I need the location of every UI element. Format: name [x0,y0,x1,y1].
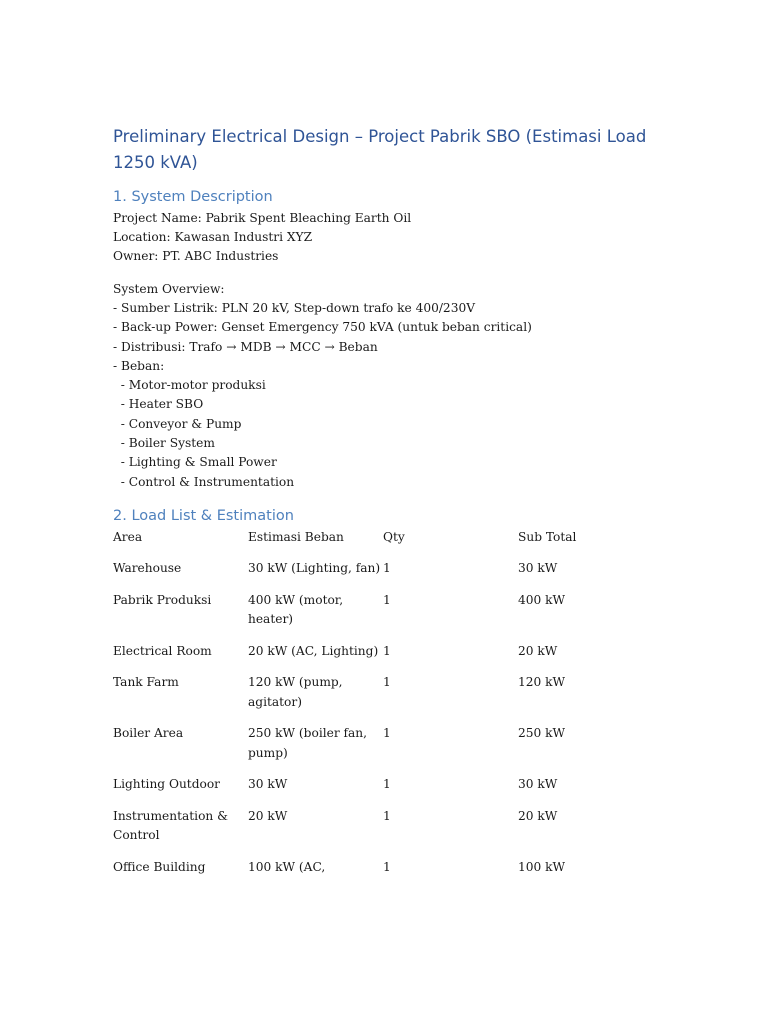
overview-line: - Sumber Listrik: PLN 20 kV, Step-down trafo ke 400/230V [113,300,475,315]
cell-estimasi: 30 kW [248,777,288,792]
cell-qty: 1 [383,675,391,690]
cell-subtotal: 30 kW [518,561,558,576]
cell-subtotal: 30 kW [518,777,558,792]
table-row [113,673,658,724]
cell-subtotal: 20 kW [518,808,558,823]
overview-line: - Heater SBO [113,397,204,412]
table-row [113,807,658,858]
cell-area: Pabrik Produksi [113,592,212,607]
table-row [113,775,658,807]
cell-subtotal: 120 kW [518,675,566,690]
cell-qty: 1 [383,643,391,658]
cell-estimasi: 250 kW (boiler fan, pump) [248,726,368,760]
overview-line: - Lighting & Small Power [113,455,277,470]
cell-area: Office Building [113,859,206,874]
cell-estimasi: 120 kW (pump, agitator) [248,675,343,709]
cell-qty: 1 [383,859,391,874]
project-info [113,209,673,267]
document-title: Preliminary Electrical Design – Project Pabrik SBO (Estimasi Load 1250 kVA) [113,127,647,172]
section-heading-system-description: 1. System Description [113,189,273,205]
cell-area: Lighting Outdoor [113,777,221,792]
column-header-area: Area [113,529,143,544]
table-row [113,559,658,591]
overview-line: - Control & Instrumentation [113,474,295,489]
table-row [113,642,658,674]
cell-qty: 1 [383,808,391,823]
column-header-qty: Qty [383,529,405,544]
overview-line: - Back-up Power: Genset Emergency 750 kVA (untuk beban critical) [113,320,532,335]
cell-area: Electrical Room [113,643,212,658]
overview-line: - Beban: [113,358,165,373]
load-list-table [113,528,658,890]
cell-qty: 1 [383,561,391,576]
cell-estimasi: 400 kW (motor, heater) [248,592,344,627]
column-header-subtotal: Sub Total [518,529,577,544]
cell-subtotal: 100 kW [518,859,566,874]
overview-line: - Boiler System [113,435,215,450]
column-header-estimasi: Estimasi Beban [248,529,344,544]
system-overview-label: System Overview: [113,281,225,296]
table-header-row [113,528,658,560]
cell-area: Tank Farm [113,675,179,690]
cell-qty: 1 [383,726,391,741]
cell-area: Instrumentation & Control [113,808,228,843]
section-heading-load-list: 2. Load List & Estimation [113,507,294,524]
overview-line: - Conveyor & Pump [113,416,242,431]
system-overview [113,280,673,492]
table-row [113,858,658,890]
cell-subtotal: 250 kW [518,726,566,741]
project-location: Location: Kawasan Industri XYZ [113,230,313,245]
table-row [113,591,658,642]
cell-estimasi: 30 kW (Lighting, fan) [248,561,381,576]
document-page [113,124,673,889]
cell-estimasi: 20 kW [248,808,288,823]
cell-subtotal: 400 kW [518,592,566,607]
table-row [113,724,658,775]
overview-line: - Distribusi: Trafo → MDB → MCC → Beban [113,339,378,354]
cell-estimasi: 100 kW (AC, [248,859,326,874]
overview-line: - Motor-motor produksi [113,378,266,393]
cell-qty: 1 [383,592,391,607]
cell-subtotal: 20 kW [518,643,558,658]
cell-area: Warehouse [113,561,182,576]
project-name: Project Name: Pabrik Spent Bleaching Earth Oil [113,211,412,225]
cell-estimasi: 20 kW (AC, Lighting) [248,643,379,658]
cell-qty: 1 [383,777,391,792]
project-owner: Owner: PT. ABC Industries [113,249,279,264]
cell-area: Boiler Area [113,726,184,741]
